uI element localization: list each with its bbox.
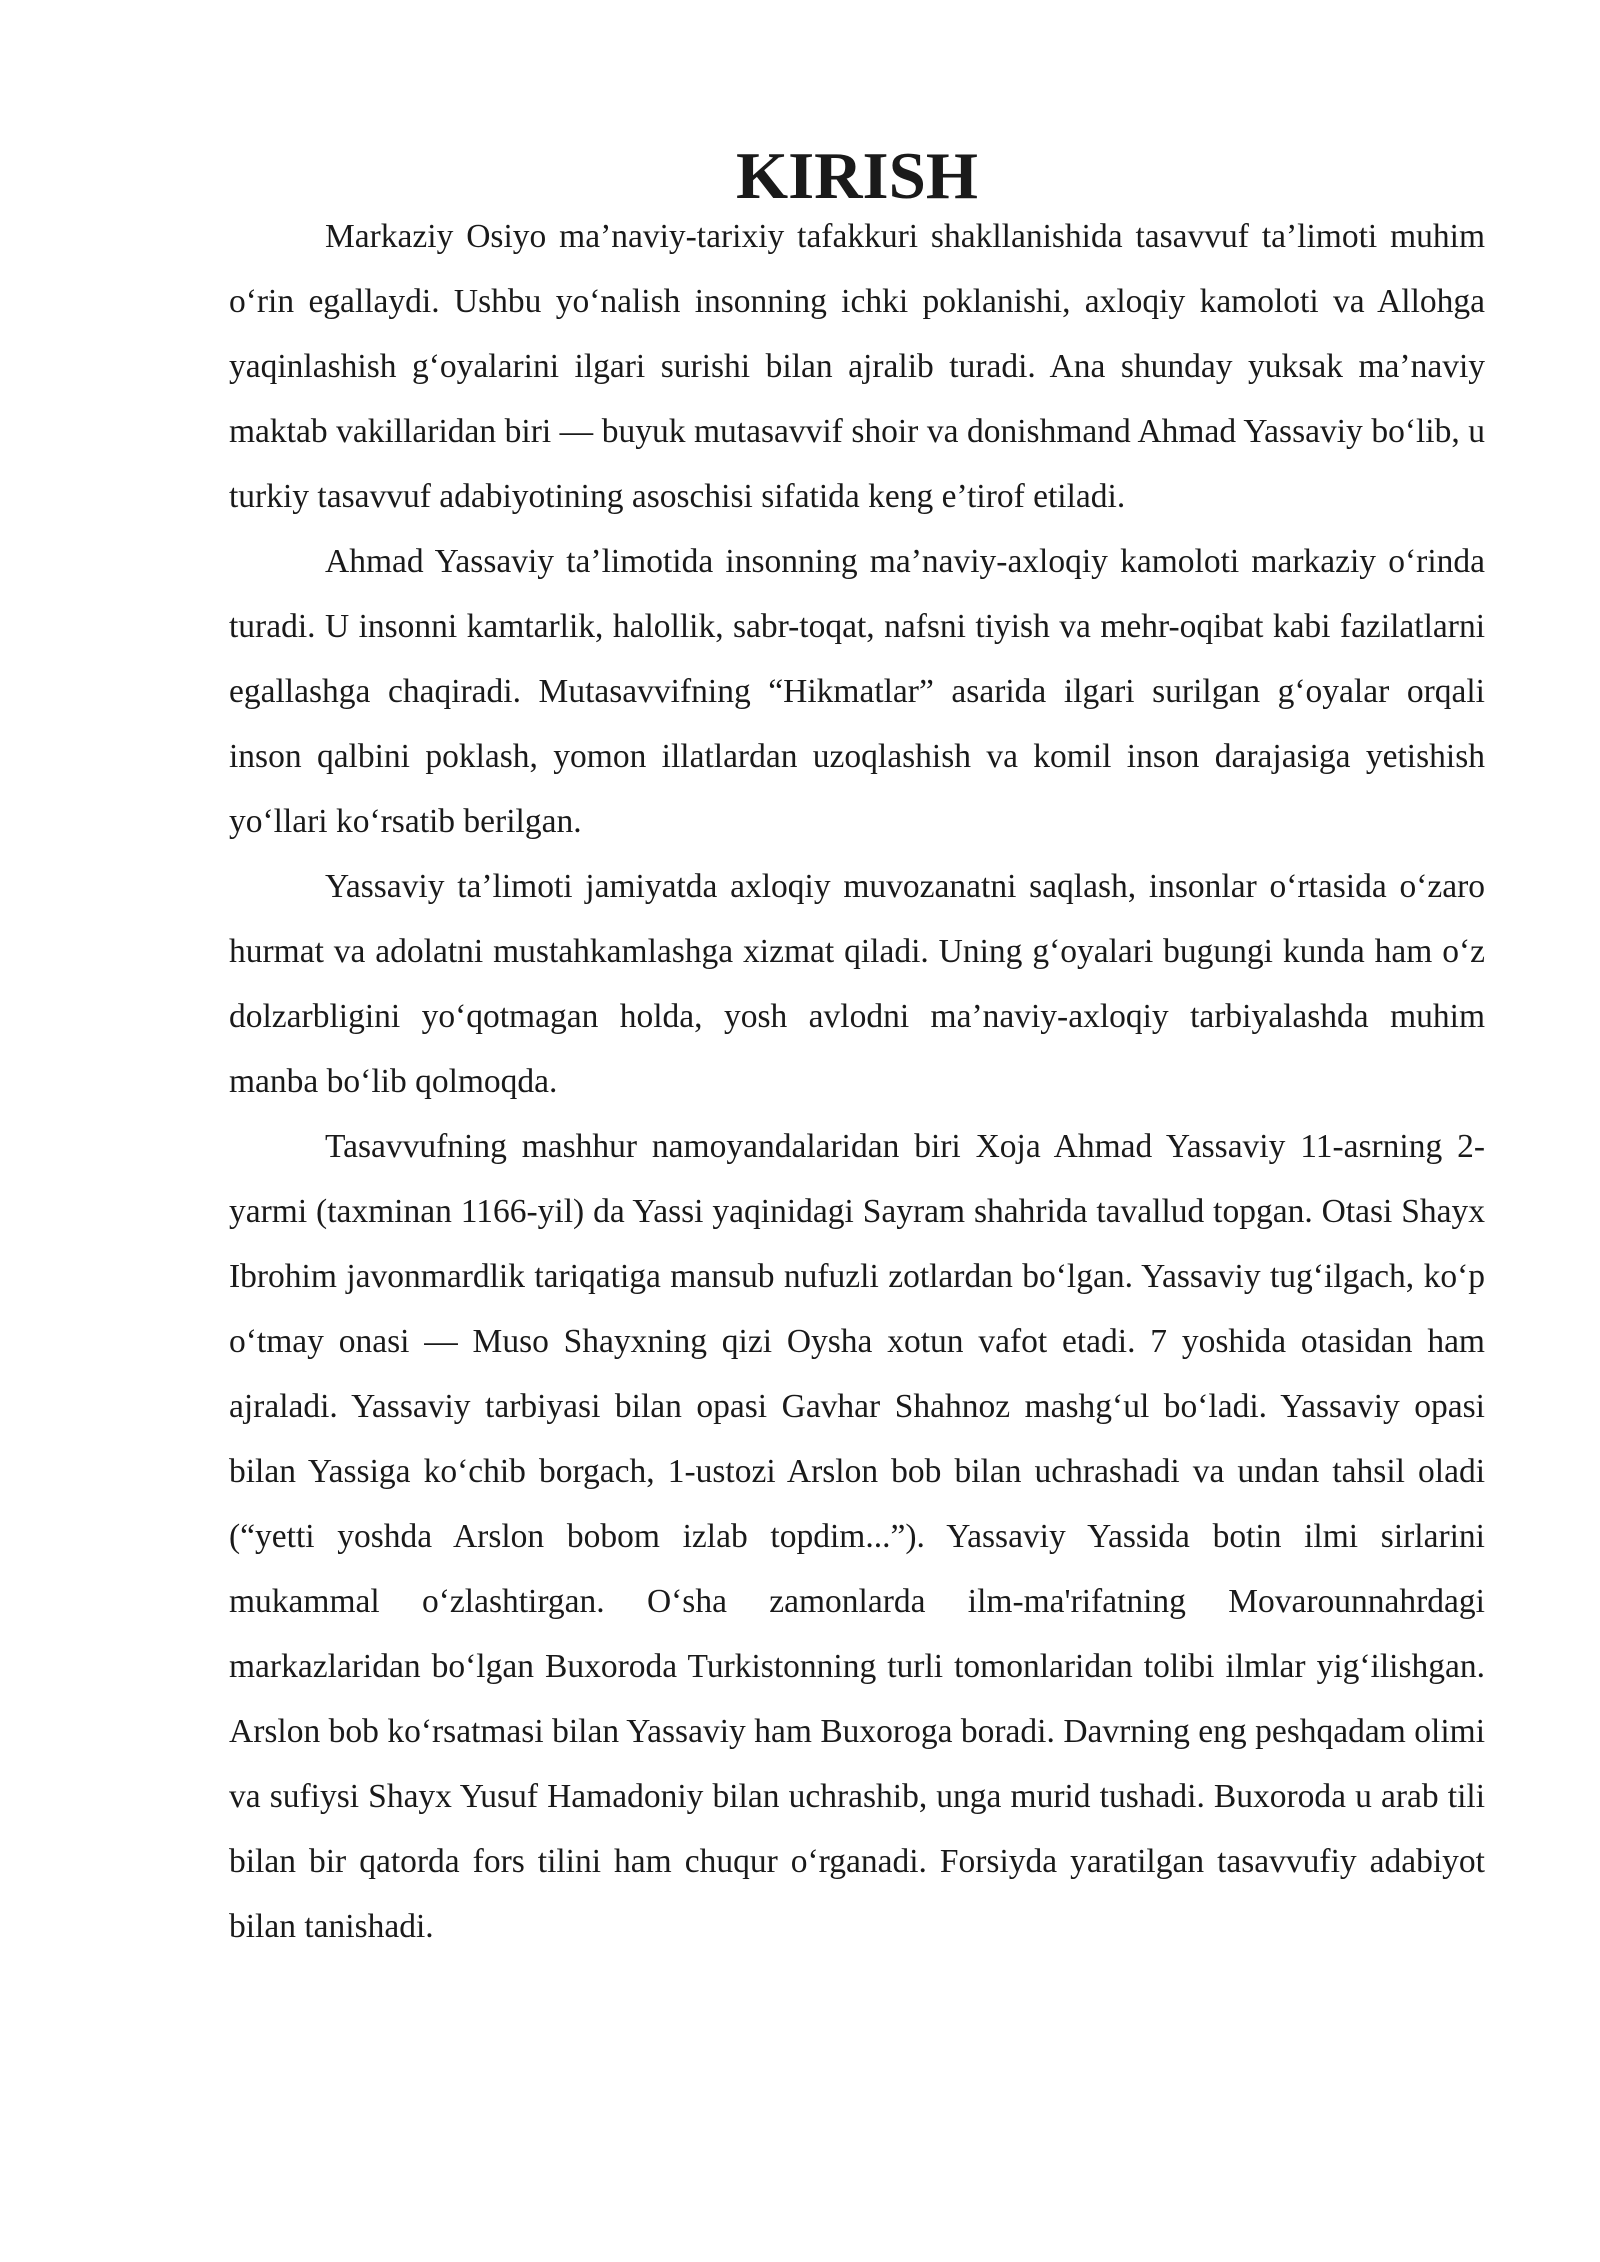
paragraph-yassaviy-teaching: Ahmad Yassaviy ta’limotida insonning ma’naviy-axloqiy kamoloti markaziy o‘rinda turadi. U insonni kamtarlik, halollik, sabr-toqat, nafsni tiyish va mehr-oqibat kabi fazilatlarni egallashga chaqiradi. Mutasavvifning “Hikmatlar” asarida ilgari surilgan g‘oyalar orqali inson qalbini poklash, yomon illatlardan uzoqlashish va komil inson darajasiga yetishish yo‘llari ko‘rsatib berilgan. xyxy=(229,543,1485,840)
document-body xyxy=(229,139,1485,1959)
paragraph-biography: Tasavvufning mashhur namoyandalaridan biri Xoja Ahmad Yassaviy 11-asrning 2-yarmi (taxminan 1166-yil) da Yassi yaqinidagi Sayram shahrida tavallud topgan. Otasi Shayx Ibrohim javonmardlik tariqatiga mansub nufuzli zotlardan bo‘lgan. Yassaviy tug‘ilgach, ko‘p o‘tmay onasi — Muso Shayxning qizi Oysha xotun vafot etadi. 7 yoshida otasidan ham ajraladi. Yassaviy tarbiyasi bilan opasi Gavhar Shahnoz mashg‘ul bo‘ladi. Yassaviy opasi bilan Yassiga ko‘chib borgach, 1-ustozi Arslon bob bilan uchrashadi va undan tahsil oladi (“yetti yoshda Arslon bobom izlab topdim...”). Yassaviy Yassida botin ilmi sirlarini mukammal o‘zlashtirgan. O‘sha zamonlarda ilm-ma'rifatning Movarounnahrdagi markazlaridan bo‘lgan Buxoroda Turkistonning turli tomonlaridan tolibi ilmlar yig‘ilishgan. Arslon bob ko‘rsatmasi bilan Yassaviy ham Buxoroga boradi. Davrning eng peshqadam olimi va sufiysi Shayx Yusuf Hamadoniy bilan uchrashib, unga murid tushadi. Buxoroda u arab tili bilan bir qatorda fors tilini ham chuqur o‘rganadi. Forsiyda yaratilgan tasavvufiy adabiyot bilan tanishadi. xyxy=(229,1128,1485,1945)
document-title: KIRISH xyxy=(735,139,979,213)
paragraph-social-role: Yassaviy ta’limoti jamiyatda axloqiy muvozanatni saqlash, insonlar o‘rtasida o‘zaro hurmat va adolatni mustahkamlashga xizmat qiladi. Uning g‘oyalari bugungi kunda ham o‘z dolzarbligini yo‘qotmagan holda, yosh avlodni ma’naviy-axloqiy tarbiyalashda muhim manba bo‘lib qolmoqda. xyxy=(229,868,1485,1100)
paragraph-intro: Markaziy Osiyo ma’naviy-tarixiy tafakkuri shakllanishida tasavvuf ta’limoti muhim o‘rin egallaydi. Ushbu yo‘nalish insonning ichki poklanishi, axloqiy kamoloti va Allohga yaqinlashish g‘oyalarini ilgari surishi bilan ajralib turadi. Ana shunday yuksak ma’naviy maktab vakillaridan biri — buyuk mutasavvif shoir va donishmand Ahmad Yassaviy bo‘lib, u turkiy tasavvuf adabiyotining asoschisi sifatida keng e’tirof etiladi. xyxy=(229,218,1485,515)
